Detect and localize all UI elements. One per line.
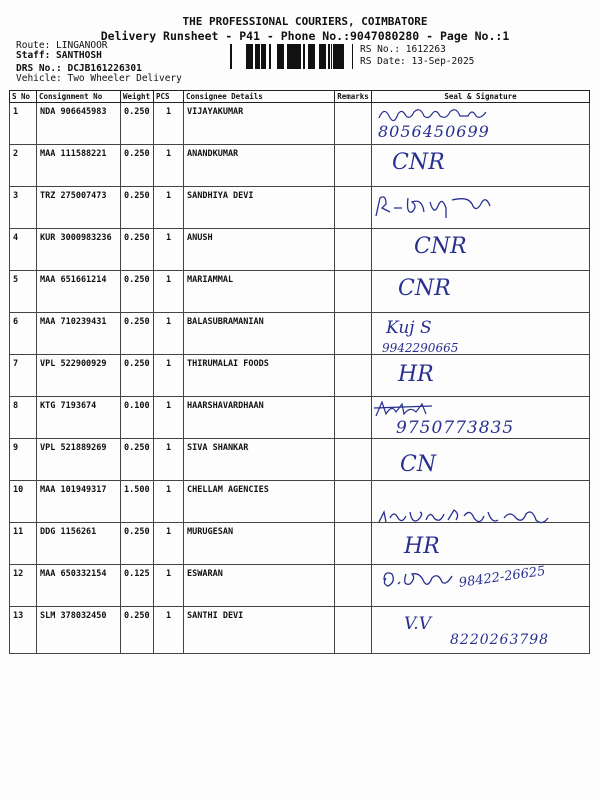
barcode-bar [269, 44, 271, 69]
barcode-bar [303, 44, 305, 69]
cell-sno: 1 [10, 103, 37, 145]
cell-pcs: 1 [154, 565, 184, 607]
cell-sno: 7 [10, 355, 37, 397]
cell-weight: 0.250 [121, 187, 154, 229]
cell-remarks [335, 523, 372, 565]
cell-consignment: DDG 1156261 [37, 523, 121, 565]
signature-row-1 [376, 104, 496, 122]
barcode-bar [336, 44, 337, 69]
cell-consignee: MURUGESAN [184, 523, 335, 565]
signature-row-9: CN [400, 452, 437, 477]
barcode-bar [328, 44, 330, 69]
cell-consignment: SLM 378032450 [37, 607, 121, 654]
cell-consignee: VIJAYAKUMAR [184, 103, 335, 145]
signature-row-2: CNR [392, 150, 445, 175]
barcode-bar [297, 44, 298, 69]
cell-sno: 8 [10, 397, 37, 439]
cell-weight: 0.250 [121, 103, 154, 145]
company-title: THE PROFESSIONAL COURIERS, COIMBATORE [182, 15, 428, 28]
handwritten-tamil-scribble [380, 568, 460, 590]
cell-consignment: MAA 111588221 [37, 145, 121, 187]
barcode-bar [322, 44, 324, 69]
table-row [10, 271, 590, 313]
cell-consignment: KTG 7193674 [37, 397, 121, 439]
signature-row-5: CNR [398, 276, 451, 301]
cell-sno: 3 [10, 187, 37, 229]
staff-label: Staff: SANTHOSH [16, 50, 102, 61]
signature-row-12 [380, 568, 460, 590]
barcode-bar [333, 44, 334, 69]
cell-pcs: 1 [154, 187, 184, 229]
barcode-bar [319, 44, 322, 69]
cell-pcs: 1 [154, 397, 184, 439]
cell-remarks [335, 355, 372, 397]
col-consignment: Consignment No [37, 91, 121, 103]
cell-weight: 0.250 [121, 313, 154, 355]
table-row [10, 355, 590, 397]
cell-weight: 0.250 [121, 355, 154, 397]
vehicle-label: Vehicle: Two Wheeler Delivery [16, 73, 182, 84]
barcode-bar [343, 44, 344, 69]
cell-consignee: THIRUMALAI FOODS [184, 355, 335, 397]
cell-seal-signature [372, 229, 590, 271]
cell-remarks [335, 103, 372, 145]
col-sno: S No [10, 91, 37, 103]
cell-pcs: 1 [154, 313, 184, 355]
cell-consignee: BALASUBRAMANIAN [184, 313, 335, 355]
barcode-bar [246, 44, 249, 69]
signature-row-8 [372, 398, 452, 420]
col-pcs: PCS [154, 91, 184, 103]
signature-row-6: Kuj S [386, 318, 432, 338]
table-row [10, 229, 590, 271]
signature-row-10 [376, 504, 556, 528]
barcode-bar [340, 44, 342, 69]
cell-remarks [335, 271, 372, 313]
cell-consignee: CHELLAM AGENCIES [184, 481, 335, 523]
barcode-bar [308, 44, 309, 69]
signature-row-1-phone: 8056450699 [378, 122, 490, 141]
table-row [10, 145, 590, 187]
barcode-bar [342, 44, 343, 69]
cell-consignment: KUR 3000983236 [37, 229, 121, 271]
cell-weight: 0.100 [121, 397, 154, 439]
cell-remarks [335, 397, 372, 439]
cell-consignment: NDA 906645983 [37, 103, 121, 145]
col-weight: Weight [121, 91, 154, 103]
cell-consignment: VPL 522900929 [37, 355, 121, 397]
barcode-bar [337, 44, 340, 69]
barcode-bar [252, 44, 253, 69]
barcode-bar [263, 44, 266, 69]
handwritten-scribble [372, 398, 452, 420]
cell-consignment: TRZ 275007473 [37, 187, 121, 229]
cell-pcs: 1 [154, 229, 184, 271]
handwritten-tamil-scribble [376, 504, 556, 528]
barcode-bar [294, 44, 297, 69]
drs-label: DRS No.: DCJB161226301 [16, 63, 142, 74]
cell-remarks [335, 439, 372, 481]
cell-weight: 0.250 [121, 523, 154, 565]
cell-weight: 0.250 [121, 607, 154, 654]
signature-row-13: V.V [404, 614, 431, 634]
cell-sno: 10 [10, 481, 37, 523]
cell-consignment: MAA 650332154 [37, 565, 121, 607]
signature-row-3 [372, 192, 522, 222]
cell-consignee: HAARSHAVARDHAAN [184, 397, 335, 439]
table-header-row [10, 91, 590, 103]
col-remarks: Remarks [335, 91, 372, 103]
barcode-bar [324, 44, 326, 69]
cell-consignee: ANANDKUMAR [184, 145, 335, 187]
barcode-bar [298, 44, 301, 69]
cell-consignee: SANTHI DEVI [184, 607, 335, 654]
cell-sno: 5 [10, 271, 37, 313]
cell-remarks [335, 229, 372, 271]
cell-pcs: 1 [154, 145, 184, 187]
barcode-bar [255, 44, 258, 69]
cell-remarks [335, 145, 372, 187]
table-row [10, 103, 590, 145]
cell-consignment: VPL 521889269 [37, 439, 121, 481]
barcode-bar [309, 44, 312, 69]
cell-pcs: 1 [154, 607, 184, 654]
rs-number: RS No.: 1612263 [360, 44, 446, 55]
barcode-bar [312, 44, 315, 69]
cell-remarks [335, 565, 372, 607]
cell-pcs: 1 [154, 103, 184, 145]
barcode-bar [287, 44, 289, 69]
col-consignee: Consignee Details [184, 91, 335, 103]
handwritten-tamil-scribble [376, 104, 496, 122]
cell-sno: 13 [10, 607, 37, 654]
signature-row-13-phone: 8220263798 [450, 632, 550, 648]
barcode-bar [230, 44, 232, 69]
cell-sno: 2 [10, 145, 37, 187]
barcode-bar [258, 44, 260, 69]
cell-pcs: 1 [154, 271, 184, 313]
cell-pcs: 1 [154, 355, 184, 397]
cell-weight: 1.500 [121, 481, 154, 523]
table-row [10, 523, 590, 565]
signature-row-7: HR [398, 362, 434, 387]
cell-consignee: ANUSH [184, 229, 335, 271]
barcode-bar [281, 44, 284, 69]
barcode-bar [352, 44, 353, 69]
cell-sno: 6 [10, 313, 37, 355]
handwritten-tamil-scribble [372, 192, 522, 222]
barcode-bar [289, 44, 291, 69]
cell-pcs: 1 [154, 439, 184, 481]
barcode [230, 44, 356, 69]
cell-consignee: ESWARAN [184, 565, 335, 607]
signature-row-4: CNR [414, 234, 467, 259]
cell-weight: 0.250 [121, 229, 154, 271]
runsheet-subtitle: Delivery Runsheet - P41 - Phone No.:9047080280 - Page No.:1 [100, 29, 510, 43]
signature-row-8-phone: 9750773835 [396, 418, 515, 438]
cell-consignment: MAA 710239431 [37, 313, 121, 355]
cell-pcs: 1 [154, 523, 184, 565]
cell-sno: 4 [10, 229, 37, 271]
cell-weight: 0.250 [121, 439, 154, 481]
cell-sno: 9 [10, 439, 37, 481]
barcode-bar [291, 44, 294, 69]
cell-remarks [335, 607, 372, 654]
table-row [10, 439, 590, 481]
barcode-bar [331, 44, 332, 69]
barcode-bar [278, 44, 281, 69]
cell-consignment: MAA 651661214 [37, 271, 121, 313]
col-seal-signature: Seal & Signature [372, 91, 590, 103]
barcode-bar [334, 44, 336, 69]
cell-remarks [335, 313, 372, 355]
signature-row-11: HR [404, 534, 440, 559]
barcode-bar [261, 44, 263, 69]
cell-pcs: 1 [154, 481, 184, 523]
cell-weight: 0.250 [121, 145, 154, 187]
cell-remarks [335, 187, 372, 229]
cell-consignee: MARIAMMAL [184, 271, 335, 313]
cell-weight: 0.250 [121, 271, 154, 313]
rs-date: RS Date: 13-Sep-2025 [360, 56, 475, 67]
cell-consignment: MAA 101949317 [37, 481, 121, 523]
cell-consignee: SIVA SHANKAR [184, 439, 335, 481]
cell-sno: 11 [10, 523, 37, 565]
cell-consignee: SANDHIYA DEVI [184, 187, 335, 229]
cell-weight: 0.125 [121, 565, 154, 607]
barcode-bar [277, 44, 278, 69]
signature-row-12-phone: 98422-26625 [458, 563, 547, 591]
table-row [10, 313, 590, 355]
route-label: Route: LINGANOOR [16, 40, 108, 51]
barcode-bar [251, 44, 252, 69]
barcode-bar [249, 44, 251, 69]
cell-remarks [335, 481, 372, 523]
signature-row-6-phone: 9942290665 [382, 341, 459, 355]
cell-sno: 12 [10, 565, 37, 607]
